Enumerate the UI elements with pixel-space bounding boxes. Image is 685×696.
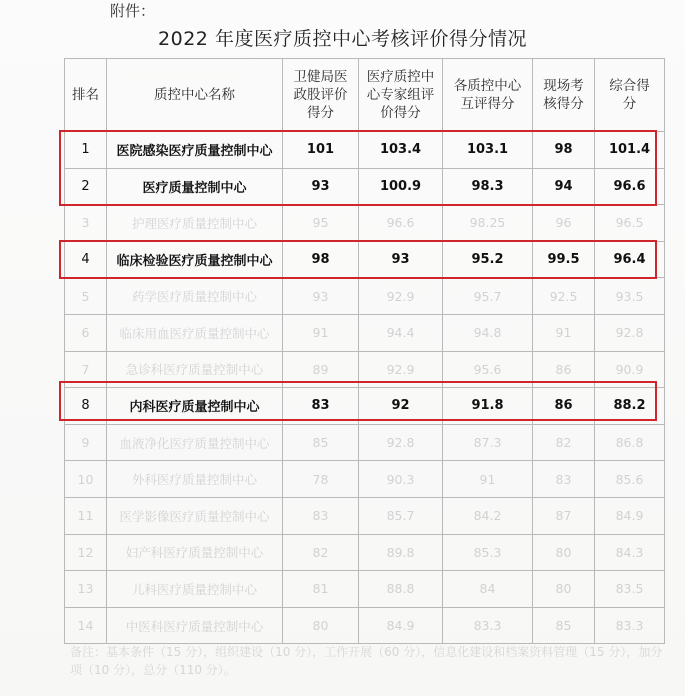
cell-health-bureau: 91 xyxy=(283,314,359,351)
table-row xyxy=(65,424,665,461)
cell-peer: 84.2 xyxy=(443,497,533,534)
header-total xyxy=(595,59,665,132)
cell-peer: 95.7 xyxy=(443,278,533,315)
header-rank: 排名 xyxy=(65,59,107,132)
cell-peer: 91 xyxy=(443,461,533,498)
cell-onsite: 99.5 xyxy=(533,241,595,278)
header-onsite xyxy=(533,59,595,132)
header-health-bureau xyxy=(283,59,359,132)
cell-rank: 13 xyxy=(65,571,107,608)
cell-onsite: 86 xyxy=(533,388,595,425)
cell-total: 84.9 xyxy=(595,497,665,534)
header-expert-group xyxy=(359,59,443,132)
cell-health-bureau: 98 xyxy=(283,241,359,278)
cell-name: 血液净化医疗质量控制中心 xyxy=(107,424,283,461)
cell-name: 医学影像医疗质量控制中心 xyxy=(107,497,283,534)
cell-expert-group: 92.9 xyxy=(359,351,443,388)
cell-health-bureau: 95 xyxy=(283,205,359,242)
cell-peer: 87.3 xyxy=(443,424,533,461)
header-peer-text: 各质控中心互评得分 xyxy=(453,78,522,112)
cell-name: 临床用血医疗质量控制中心 xyxy=(107,314,283,351)
cell-health-bureau: 81 xyxy=(283,571,359,608)
cell-name: 药学医疗质量控制中心 xyxy=(107,278,283,315)
cell-expert-group: 88.8 xyxy=(359,571,443,608)
table-row xyxy=(65,278,665,315)
cell-name: 急诊科医疗质量控制中心 xyxy=(107,351,283,388)
cell-expert-group: 94.4 xyxy=(359,314,443,351)
document-title: 2022 年度医疗质控中心考核评价得分情况 xyxy=(158,28,527,50)
cell-total: 83.5 xyxy=(595,571,665,608)
cell-total: 96.5 xyxy=(595,205,665,242)
cell-total: 86.8 xyxy=(595,424,665,461)
cell-name: 儿科医疗质量控制中心 xyxy=(107,571,283,608)
cell-rank: 9 xyxy=(65,424,107,461)
cell-name: 临床检验医疗质量控制中心 xyxy=(107,241,283,278)
cell-expert-group: 92.8 xyxy=(359,424,443,461)
cell-total: 96.4 xyxy=(595,241,665,278)
cell-expert-group: 85.7 xyxy=(359,497,443,534)
cell-peer: 83.3 xyxy=(443,607,533,644)
cell-name: 护理医疗质量控制中心 xyxy=(107,205,283,242)
cell-name: 医院感染医疗质量控制中心 xyxy=(107,132,283,169)
cell-rank: 14 xyxy=(65,607,107,644)
cell-expert-group: 93 xyxy=(359,241,443,278)
cell-health-bureau: 82 xyxy=(283,534,359,571)
cell-onsite: 82 xyxy=(533,424,595,461)
cell-expert-group: 84.9 xyxy=(359,607,443,644)
cell-rank: 10 xyxy=(65,461,107,498)
cell-rank: 11 xyxy=(65,497,107,534)
cell-peer: 84 xyxy=(443,571,533,608)
cell-total: 96.6 xyxy=(595,168,665,205)
cell-expert-group: 100.9 xyxy=(359,168,443,205)
cell-peer: 94.8 xyxy=(443,314,533,351)
table-row xyxy=(65,607,665,644)
cell-total: 93.5 xyxy=(595,278,665,315)
cell-onsite: 96 xyxy=(533,205,595,242)
cell-total: 90.9 xyxy=(595,351,665,388)
table-row xyxy=(65,168,665,205)
cell-total: 85.6 xyxy=(595,461,665,498)
cell-health-bureau: 83 xyxy=(283,497,359,534)
cell-health-bureau: 78 xyxy=(283,461,359,498)
table-header-row xyxy=(65,59,665,132)
header-name: 质控中心名称 xyxy=(107,59,283,132)
attachment-label: 附件： xyxy=(110,2,156,20)
table-row xyxy=(65,534,665,571)
cell-total: 92.8 xyxy=(595,314,665,351)
cell-total: 101.4 xyxy=(595,132,665,169)
cell-health-bureau: 93 xyxy=(283,168,359,205)
table-row xyxy=(65,205,665,242)
cell-onsite: 85 xyxy=(533,607,595,644)
cell-peer: 91.8 xyxy=(443,388,533,425)
cell-expert-group: 92 xyxy=(359,388,443,425)
cell-health-bureau: 85 xyxy=(283,424,359,461)
cell-rank: 12 xyxy=(65,534,107,571)
table-row xyxy=(65,388,665,425)
cell-rank: 8 xyxy=(65,388,107,425)
cell-peer: 85.3 xyxy=(443,534,533,571)
cell-peer: 98.3 xyxy=(443,168,533,205)
score-table xyxy=(64,58,665,644)
table-row xyxy=(65,132,665,169)
header-expert-group-text: 医疗质控中心专家组评价得分 xyxy=(366,69,435,121)
header-health-bureau-text: 卫健局医政股评价得分 xyxy=(293,69,348,121)
cell-health-bureau: 89 xyxy=(283,351,359,388)
cell-name: 医疗质量控制中心 xyxy=(107,168,283,205)
header-total-text: 综合得分 xyxy=(609,78,650,112)
cell-rank: 4 xyxy=(65,241,107,278)
cell-rank: 2 xyxy=(65,168,107,205)
cell-expert-group: 92.9 xyxy=(359,278,443,315)
cell-rank: 1 xyxy=(65,132,107,169)
cell-expert-group: 103.4 xyxy=(359,132,443,169)
cell-onsite: 87 xyxy=(533,497,595,534)
cell-rank: 5 xyxy=(65,278,107,315)
table-row xyxy=(65,571,665,608)
cell-health-bureau: 83 xyxy=(283,388,359,425)
cell-onsite: 80 xyxy=(533,534,595,571)
cell-rank: 7 xyxy=(65,351,107,388)
cell-onsite: 92.5 xyxy=(533,278,595,315)
cell-rank: 6 xyxy=(65,314,107,351)
cell-expert-group: 89.8 xyxy=(359,534,443,571)
cell-peer: 98.25 xyxy=(443,205,533,242)
cell-expert-group: 90.3 xyxy=(359,461,443,498)
table-row xyxy=(65,461,665,498)
header-peer xyxy=(443,59,533,132)
cell-health-bureau: 101 xyxy=(283,132,359,169)
cell-total: 84.3 xyxy=(595,534,665,571)
cell-health-bureau: 93 xyxy=(283,278,359,315)
table-row xyxy=(65,351,665,388)
cell-name: 内科医疗质量控制中心 xyxy=(107,388,283,425)
cell-onsite: 94 xyxy=(533,168,595,205)
cell-onsite: 83 xyxy=(533,461,595,498)
header-onsite-text: 现场考核得分 xyxy=(543,78,584,112)
cell-onsite: 80 xyxy=(533,571,595,608)
cell-peer: 95.2 xyxy=(443,241,533,278)
cell-peer: 103.1 xyxy=(443,132,533,169)
cell-total: 83.3 xyxy=(595,607,665,644)
cell-onsite: 86 xyxy=(533,351,595,388)
cell-rank: 3 xyxy=(65,205,107,242)
table-row xyxy=(65,241,665,278)
cell-peer: 95.6 xyxy=(443,351,533,388)
table-row xyxy=(65,497,665,534)
cell-name: 中医科医疗质量控制中心 xyxy=(107,607,283,644)
cell-name: 外科医疗质量控制中心 xyxy=(107,461,283,498)
cell-total: 88.2 xyxy=(595,388,665,425)
cell-expert-group: 96.6 xyxy=(359,205,443,242)
footnote: 备注：基本条件（15 分），组织建设（10 分），工作开展（60 分），信息化建设和档案资料管理（15 分），加分项（10 分），总分（110 分）。 xyxy=(70,645,663,677)
cell-health-bureau: 80 xyxy=(283,607,359,644)
cell-name: 妇产科医疗质量控制中心 xyxy=(107,534,283,571)
cell-onsite: 91 xyxy=(533,314,595,351)
cell-onsite: 98 xyxy=(533,132,595,169)
table-row xyxy=(65,314,665,351)
